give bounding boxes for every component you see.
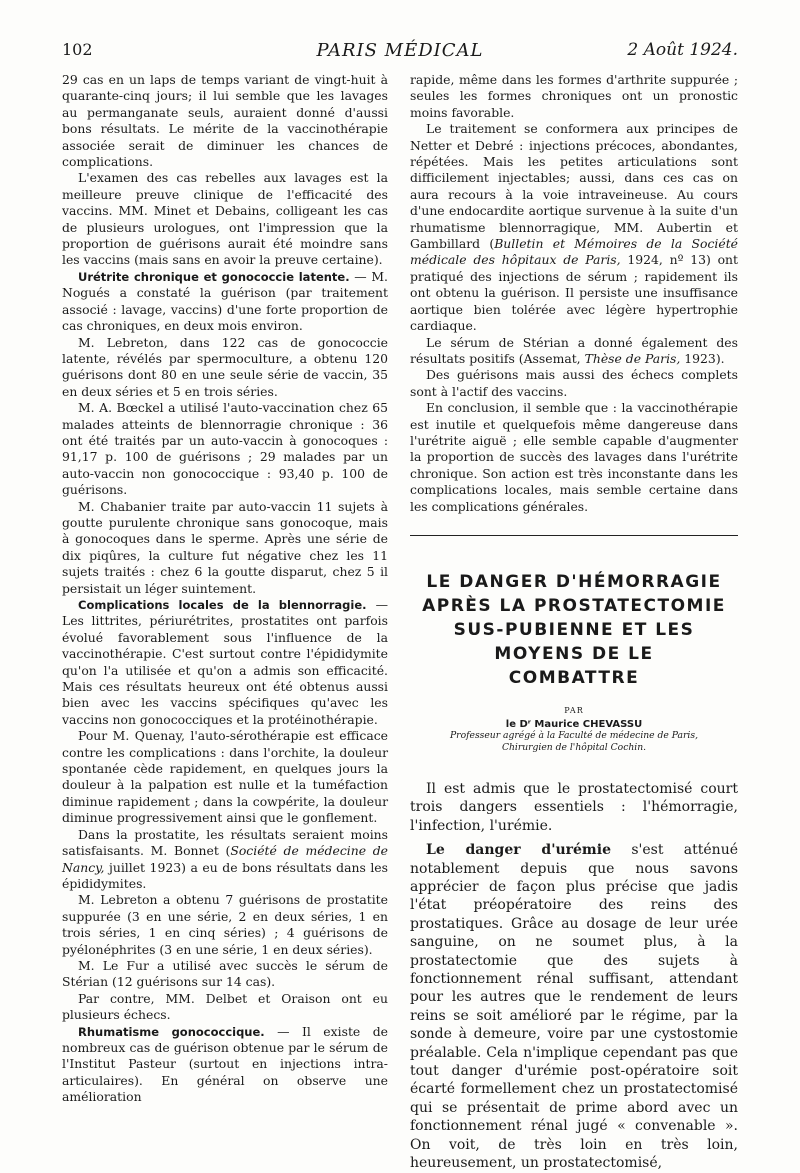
paragraph-text: juillet 1923) a eu de bons résultats dans les épididymites. xyxy=(62,859,388,891)
paragraph: Il est admis que le prostatectomisé court trois dangers essentiels : l'hémorragie, l'infection, l'urémie. xyxy=(410,780,738,834)
paragraph-text: Le sérum de Stérian a donné également des résultats positifs (Assemat, xyxy=(410,334,738,366)
paragraph-text: — Il existe de nombreux cas de guérison obtenue par le sérum de l'Institut Pasteur (surtout en injections intra-articulaires). En général on observe une amélioration xyxy=(62,1023,388,1105)
paragraph-text: — Les littrites, périurétrites, prostatites ont parfois évolué favorablement sous l'influence de la vaccinothérapie. C'est surtout contre l'épididymite qu'on l'a utilisée et qu'on a admis son efficacité. Mais ces résultats heureux ont été obtenus aussi bien avec les vaccins spécifiques qu'avec les vaccins non gonococciques et la protéinothérapie. xyxy=(62,597,388,727)
paragraph xyxy=(410,335,738,368)
paragraph: M. Lebreton, dans 122 cas de gonococcie latente, révélés par spermoculture, a obtenu 120 guérisons dont 80 en une seule série de vaccin, 35 en deux séries et 5 en trois séries. xyxy=(62,334,388,399)
paragraph: M. A. Bœckel a utilisé l'auto-vaccination chez 65 malades atteints de blennorragie chronique : 36 ont été traités par un auto-vaccin à gonocoques : 91,17 p. 100 de guérisons ; 29 malades par un auto-vaccin non gonococcique : 93,40 p. 100 de guérisons. xyxy=(62,400,388,498)
title-line: COMBATTRE xyxy=(508,667,640,688)
paragraph xyxy=(410,841,738,1172)
title-line: SUS-PUBIENNE ET LES xyxy=(453,619,695,640)
paragraph: M. Le Fur a utilisé avec succès le sérum de Stérian (12 guérisons sur 14 cas). xyxy=(62,957,388,990)
paragraph-text: — M. Nogués a constaté la guérison (par traitement associé : lavage, vaccins) d'une forte proportion de cas chroniques, en deux mois environ. xyxy=(62,268,388,334)
paragraph-text: s'est atténué notablement depuis que nous savons apprécier de façon plus précise que jadis l'état préopératoire des reins des prostatiques. Grâce au dosage de leur urée sanguine, on ne soumet plus, à la prostatectomie que des sujets à fonctionnement rénal suffisant, attendant pour les autres que le rendement de leurs reins se soit amélioré par le régime, par la sonde à demeure, voire par une cystostomie préalable. Cela n'implique cependant pas que tout danger d'urémie post-opératoire soit écarté formellement chez un prostatectomisé qui se présentait de prime abord avec un fonctionnement rénal jugé « convenable ». On voit, de très loin en très loin, heureusement, un prostatectomisé, xyxy=(410,842,739,1172)
paragraph: Des guérisons mais aussi des échecs complets sont à l'actif des vaccins. xyxy=(410,367,738,399)
title-line: LE DANGER D'HÉMORRAGIE xyxy=(426,571,722,592)
section-heading: Complications locales de la blennorragie. xyxy=(78,598,367,612)
citation: Bulletin et Mémoires de la Société médicale des hôpitaux de Paris, xyxy=(410,236,739,268)
paragraph-text: 1923). xyxy=(680,350,725,366)
journal-title: PARIS MÉDICAL xyxy=(316,40,484,61)
section-heading: Urétrite chronique et gonococcie latente. xyxy=(78,269,350,284)
paragraph: rapide, même dans les formes d'arthrite suppurée ; seules les formes chroniques ont un pronostic moins favorable. xyxy=(410,72,738,120)
paragraph xyxy=(62,269,388,335)
byline-par: PAR xyxy=(564,705,584,715)
paragraph xyxy=(62,1024,388,1106)
paragraph xyxy=(62,597,388,728)
paragraph xyxy=(410,121,738,334)
page-header xyxy=(62,40,738,66)
article-title xyxy=(410,570,738,690)
section-heading: Rhumatisme gonococcique. xyxy=(78,1024,265,1039)
paragraph: M. Lebreton a obtenu 7 guérisons de prostatite suppurée (3 en une série, 2 en deux séries, 1 en trois séries, 1 en cinq séries) ; 4 guérisons de pyélonéphrites (3 en une série, 1 en deux séries). xyxy=(62,892,388,957)
paragraph: M. Chabanier traite par auto-vaccin 11 sujets à goutte purulente chronique sans gonocoque, mais à gonocoques dans le sperme. Après une série de dix piqûres, la culture fut négative chez les 11 sujets traités : chez 6 la goutte disparut, chez 5 il persistait un léger suintement. xyxy=(62,498,388,596)
paragraph: L'examen des cas rebelles aux lavages est la meilleure preuve clinique de l'efficacité des vaccins. MM. Minet et Debains, colligeant les cas de plusieurs urologues, ont l'impression que la proportion de guérisons aurait été moindre sans les vaccins (mais sans en avoir la preuve certaine). xyxy=(62,170,388,268)
paragraph: Par contre, MM. Delbet et Oraison ont eu plusieurs échecs. xyxy=(62,990,388,1023)
paragraph-text: Dans la prostatite, les résultats seraient moins satisfaisants. M. Bonnet ( xyxy=(62,826,388,859)
citation: Société de médecine de Nancy, xyxy=(62,843,388,875)
paragraph: Pour M. Quenay, l'auto-sérothérapie est efficace contre les complications : dans l'orchite, la douleur spontanée cède rapidement, en quelques jours la douleur à la palpation est nulle et la tuméfaction diminue rapidement ; dans la cowpérite, la douleur diminue progressivement ainsi que le gonflement. xyxy=(62,728,388,826)
right-column xyxy=(410,72,738,1173)
section-divider xyxy=(410,535,738,536)
title-line: APRÈS LA PROSTATECTOMIE xyxy=(422,595,726,616)
paragraph: En conclusion, il semble que : la vaccinothérapie est inutile et quelquefois même dangereuse dans l'urétrite aiguë ; elle semble capable d'augmenter la proportion de succès des lavages dans l'urétrite chronique. Son action est très inconstante dans les complications locales, mais semble certaine dans les complications générales. xyxy=(410,400,738,514)
left-column xyxy=(62,72,388,1106)
paragraph xyxy=(62,827,388,893)
issue-date: 2 Août 1924. xyxy=(627,40,738,60)
title-line: MOYENS DE LE xyxy=(494,643,654,664)
author-affiliation: Chirurgien de l'hôpital Cochin. xyxy=(501,741,647,753)
paragraph-text: Le traitement se conformera aux principes de Netter et Debré : injections précoces, abondantes, répétées. Mais les petites articulations sont difficilement injectables; aussi, dans ces cas on aura recours à la voie intraveineuse. Au cours d'une endocardite aortique survenue à la suite d'un rhumatisme blennorragique, MM. Aubertin et Gambillard ( xyxy=(410,121,738,252)
section-heading: Le danger d'urémie xyxy=(426,842,611,859)
author-name: le Dʳ Maurice CHEVASSU xyxy=(505,718,643,730)
article-body xyxy=(410,780,738,1173)
citation: Thèse de Paris, xyxy=(584,350,681,366)
paragraph: 29 cas en un laps de temps variant de vingt-huit à quarante-cinq jours; il lui semble que les lavages au permanganate seuls, auraient donné d'aussi bons résultats. Le mérite de la vaccinothérapie associée serait de diminuer les chances de complications. xyxy=(62,72,388,170)
paragraph-text: 1924, nº 13) ont pratiqué des injections de sérum ; rapidement ils ont obtenu la guérison. Il persiste une insuffisance aortique bien tolérée avec légère hypertrophie cardiaque. xyxy=(410,252,738,334)
author-affiliation: Professeur agrégé à la Faculté de médecine de Paris, xyxy=(450,729,698,741)
page-number: 102 xyxy=(62,40,93,59)
